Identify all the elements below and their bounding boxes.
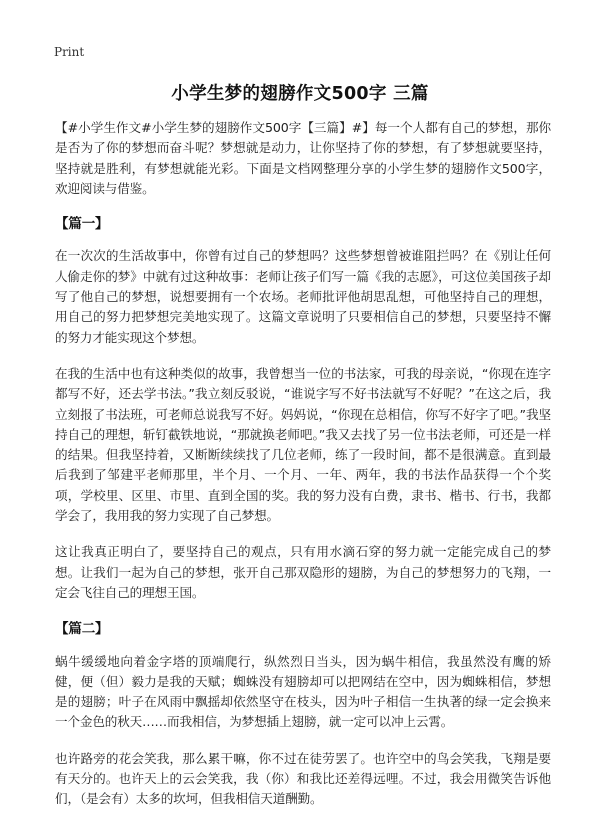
- section-heading-2: 【篇二】: [55, 621, 109, 638]
- section-2-paragraph-2: 也许路旁的花会笑我，那么累干嘛，你不过在徒劳罢了。也许空中的鸟会笑我，飞翔是要有天分的。也许天上的云会笑我，我（你）和我比还差得远哩。不过，我会用微笑告诉他们，（是会有）太多的坎坷，但我相信天道酬勤。: [55, 750, 551, 807]
- section-1-paragraph-2: 在我的生活中也有这种类似的故事，我曾想当一位的书法家，可我的母亲说，“你现在连字都写不好，还去学书法。”我立刻反驳说，“谁说字写不好书法就写不好呢？”在这之后，我立刻报了书法班，可老师总说我写不好。妈妈说，“你现在总相信，你写不好字了吧。”我坚持自己的理想，斩钉截铁地说，“那就换老师吧。”我又去找了另一位书法老师，可还是一样的结果。但我坚持着，又断断续续找了几位老师，练了一段时间，都不是很满意。直到最后我到了邹建平老师那里，半个月、一个月、一年、两年，我的书法作品获得一个个奖项，学校里、区里、市里、直到全国的奖。我的努力没有白费，隶书、楷书、行书，我都学会了，我用我的努力实现了自己梦想。: [55, 365, 551, 524]
- print-link[interactable]: Print: [54, 45, 85, 59]
- section-1-paragraph-1: 在一次次的生活故事中，你曾有过自己的梦想吗？这些梦想曾被谁阻拦吗？在《别让任何人偷走你的梦》中就有过这种故事：老师让孩子们写一篇《我的志愿》，可这位美国孩子却写了他自己的梦想，说想要拥有一个农场。老师批评他胡思乱想，可他坚持自己的理想，用自己的努力把梦想完美地实现了。这篇文章说明了只要相信自己的梦想，只要坚持不懈的努力才能实现这个梦想。: [55, 248, 551, 345]
- section-2-paragraph-1: 蜗牛缓缓地向着金字塔的顶端爬行，纵然烈日当头，因为蜗牛相信，我虽然没有鹰的矫健，便（但）毅力是我的天赋；蜘蛛没有翅膀却可以把网结在空中，因为蜘蛛相信，梦想是的翅膀；叶子在风雨中飘摇却依然坚守在枝头，因为叶子相信一生执著的绿一定会换来一个金色的秋天……而我相信，为梦想插上翅膀，就一定可以冲上云霄。: [55, 653, 551, 730]
- section-heading-1: 【篇一】: [55, 216, 109, 233]
- section-1-paragraph-3: 这让我真正明白了，要坚持自己的观点，只有用水滴石穿的努力就一定能完成自己的梦想。让我们一起为自己的梦想，张开自己那双隐形的翅膀，为自己的梦想努力的飞翔，一定会飞往自己的理想王国。: [55, 544, 551, 600]
- article-body: [55, 118, 551, 826]
- page-title: 小学生梦的翅膀作文500字 三篇: [171, 84, 429, 104]
- intro-paragraph: 【#小学生作文#小学生梦的翅膀作文500字【三篇】#】每一个人都有自己的梦想，那你是否为了你的梦想而奋斗呢？梦想就是动力，让你坚持了你的梦想，有了梦想就要坚持，坚持就是胜利，有梦想就能光彩。下面是文档网整理分享的小学生梦的翅膀作文500字，欢迎阅读与借鉴。: [55, 120, 551, 196]
